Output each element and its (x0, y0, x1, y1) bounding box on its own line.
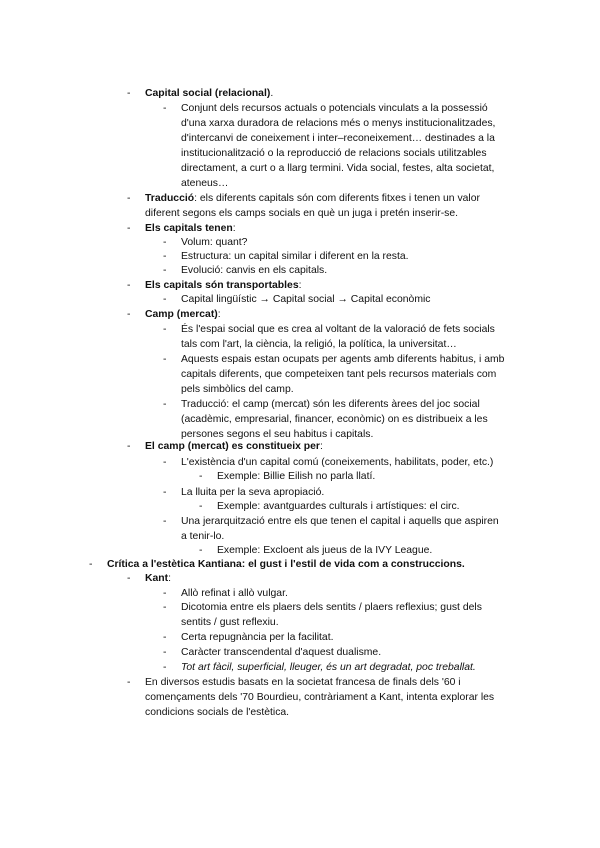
list-item: Una jerarquització entre els que tenen el capital i aquells que aspiren (181, 516, 499, 527)
bullet-dash: - (127, 223, 131, 234)
list-item: a tenir-lo. (181, 531, 225, 542)
bullet-dash: - (163, 294, 167, 305)
bullet-dash: - (199, 501, 203, 512)
capital-social-line: Conjunt dels recursos actuals o potencials vinculats a la possessió (181, 103, 488, 114)
bullet-dash: - (163, 251, 167, 262)
bourdieu-line: condicions socials de l'estètica. (145, 707, 290, 718)
list-item: (acadèmic, empresarial, financer, econòmic) on es distribueix a les (181, 414, 488, 425)
bullet-dash: - (127, 573, 131, 584)
list-item: Estructura: un capital similar i diferent en la resta. (181, 251, 409, 262)
camp-heading: Camp (mercat): (145, 309, 221, 320)
example-item: Exemple: Billie Eilish no parla llatí. (217, 471, 376, 482)
list-item: L'existència d'un capital comú (coneixements, habilitats, poder, etc.) (181, 457, 494, 468)
kant-heading: Kant: (145, 573, 171, 584)
capital-social-heading: Capital social (relacional). (145, 88, 274, 99)
traduccio-line: Traducció: els diferents capitals són com diferents fitxes i tenen un valor (145, 193, 480, 204)
traduccio-line: diferent segons els camps socials en què un juga i pretén inserir-se. (145, 208, 459, 219)
list-item: És l'espai social que es crea al voltant de la valoració de fets socials (181, 324, 495, 335)
bullet-dash: - (163, 602, 167, 613)
bullet-dash: - (163, 103, 167, 114)
capital-social-line: d'una xarxa duradora de relacions més o menys institucionalitzades, (181, 118, 496, 129)
list-item: Traducció: el camp (mercat) són les diferents àrees del joc social (181, 399, 480, 410)
bullet-dash: - (163, 647, 167, 658)
italic-list-item: Tot art fàcil, superficial, lleuger, és un art degradat, poc treballat. (181, 662, 476, 673)
bullet-dash: - (199, 545, 203, 556)
bullet-dash: - (127, 441, 131, 452)
example-item: Exemple: Excloent als jueus de la IVY League. (217, 545, 433, 556)
bullet-dash: - (163, 516, 167, 527)
list-item: pels simbòlics del camp. (181, 384, 294, 395)
list-item: Volum: quant? (181, 237, 248, 248)
bullet-dash: - (163, 662, 167, 673)
capital-social-line: d'intercanvi de coneixement i inter–reconeixement… destinades a la (181, 133, 495, 144)
list-item: persones segons el seu habitus i capitals. (181, 429, 374, 440)
critica-heading: Crítica a l'estètica Kantiana: el gust i l'estil de vida com a construccions. (107, 559, 465, 570)
bullet-dash: - (163, 399, 167, 410)
example-item: Exemple: avantguardes culturals i artístiques: el circ. (217, 501, 460, 512)
bourdieu-line: En diversos estudis basats en la societat francesa de finals dels '60 i (145, 677, 461, 688)
bullet-dash: - (127, 309, 131, 320)
list-item: Allò refinat i allò vulgar. (181, 588, 288, 599)
bullet-dash: - (89, 559, 93, 570)
bullet-dash: - (163, 265, 167, 276)
transportables-heading: Els capitals són transportables: (145, 280, 302, 291)
bullet-dash: - (163, 487, 167, 498)
bullet-dash: - (163, 324, 167, 335)
list-item: Evolució: canvis en els capitals. (181, 265, 328, 276)
camp-constitueix-heading: El camp (mercat) es constitueix per: (145, 441, 323, 452)
list-item: La lluita per la seva apropiació. (181, 487, 325, 498)
bourdieu-line: començaments dels '70 Bourdieu, contràriament a Kant, intenta explorar les (145, 692, 495, 703)
list-item: Dicotomia entre els plaers dels sentits / plaers reflexius; gust dels (181, 602, 482, 613)
bullet-dash: - (127, 193, 131, 204)
list-item: sentits / gust reflexiu. (181, 617, 279, 628)
bullet-dash: - (127, 280, 131, 291)
bullet-dash: - (127, 88, 131, 99)
bullet-dash: - (199, 471, 203, 482)
bullet-dash: - (127, 677, 131, 688)
bullet-dash: - (163, 632, 167, 643)
bullet-dash: - (163, 354, 167, 365)
list-item: Capital lingüístic → Capital social → Capital econòmic (181, 294, 431, 305)
capital-social-line: directament, a curt o a llarg termini. Vida social, festes, alta societat, (181, 163, 495, 174)
bullet-dash: - (163, 588, 167, 599)
capitals-tenen-heading: Els capitals tenen: (145, 223, 236, 234)
capital-social-line: ateneus… (181, 178, 229, 189)
list-item: Aquests espais estan ocupats per agents amb diferents habitus, i amb (181, 354, 505, 365)
bullet-dash: - (163, 457, 167, 468)
list-item: tals com l'art, la ciència, la religió, la política, la universitat… (181, 339, 457, 350)
list-item: Caràcter transcendental d'aquest dualisme. (181, 647, 382, 658)
capital-social-line: institucionalització o la reproducció de relacions socials utilitzables (181, 148, 487, 159)
list-item: capitals diferents, que competeixen tant pels recursos materials com (181, 369, 497, 380)
list-item: Certa repugnància per la facilitat. (181, 632, 334, 643)
bullet-dash: - (163, 237, 167, 248)
